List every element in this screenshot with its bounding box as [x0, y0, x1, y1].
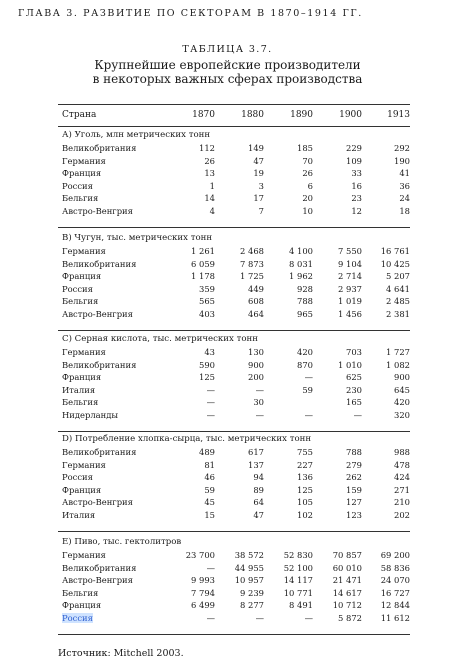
country-cell: Великобритания — [62, 143, 137, 153]
table-row — [58, 360, 410, 372]
country-cell: Великобритания — [62, 258, 137, 269]
country-cell: Франция — [62, 600, 102, 611]
value-1870: 489 — [199, 447, 215, 457]
country-cell: Германия — [62, 246, 106, 256]
country-cell: Германия — [62, 155, 106, 166]
value-1870: 1 261 — [191, 246, 215, 256]
value-1880: 617 — [248, 447, 264, 457]
value-1913: 478 — [394, 459, 410, 470]
value-1890: 8 491 — [289, 600, 313, 611]
country-cell: Бельгия — [62, 587, 99, 598]
value-1890: 26 — [302, 168, 313, 179]
country-cell: Франция — [62, 484, 102, 495]
value-1913: 190 — [394, 155, 410, 166]
value-1913: 41 — [399, 168, 410, 179]
value-1900: 279 — [346, 459, 362, 470]
header-1900: 1900 — [339, 110, 362, 120]
value-1890: 52 100 — [283, 562, 313, 573]
value-1900: 1 019 — [338, 296, 362, 307]
value-1900: 2 937 — [338, 283, 362, 294]
country-cell: Италия — [62, 510, 96, 520]
value-1890: 965 — [297, 309, 313, 319]
source-note: Источник: Mitchell 2003. — [58, 648, 184, 659]
header-1913: 1913 — [387, 110, 410, 120]
value-1890: 102 — [297, 510, 313, 520]
value-1890: — — [304, 372, 313, 383]
table-row — [58, 460, 410, 472]
value-1913: 292 — [394, 143, 410, 153]
value-1890: 70 — [302, 155, 313, 166]
value-1890: 420 — [297, 347, 313, 357]
value-1913: 320 — [394, 410, 410, 420]
value-1890: 52 830 — [283, 550, 313, 560]
section-rule — [58, 431, 410, 432]
value-1870: — — [206, 397, 215, 408]
table-row — [58, 613, 410, 625]
section-title: E) Пиво, тыс. гектолитров — [62, 537, 182, 547]
value-1900: 14 617 — [332, 587, 362, 598]
value-1870: 7 794 — [191, 587, 215, 598]
table-title — [0, 58, 455, 86]
value-1870: 6 499 — [191, 600, 215, 611]
value-1890: 10 — [302, 206, 313, 216]
table-row — [58, 485, 410, 497]
value-1890: — — [304, 410, 313, 420]
table-row — [58, 372, 410, 384]
value-1913: 900 — [394, 372, 410, 383]
section-title: D) Потребление хлопка-сырца, тыс. метрических тонн — [62, 434, 312, 444]
value-1880: 200 — [248, 372, 264, 383]
value-1890: 10 771 — [283, 587, 313, 598]
value-1900: 23 — [351, 193, 362, 204]
country-cell: Бельгия — [62, 296, 99, 307]
value-1900: 33 — [351, 168, 362, 179]
table-row — [58, 246, 410, 258]
value-1880: 149 — [248, 143, 264, 153]
value-1900: 60 010 — [332, 562, 362, 573]
value-1900: 9 104 — [338, 258, 362, 269]
table-row — [58, 296, 410, 308]
country-cell: Великобритания — [62, 562, 137, 573]
header-country: Страна — [62, 110, 97, 120]
header-1890: 1890 — [290, 110, 313, 120]
value-1880: 464 — [248, 309, 264, 319]
country-cell: Нидерланды — [62, 410, 119, 420]
value-1913: 24 070 — [380, 575, 410, 586]
value-1880: — — [255, 410, 264, 420]
table-row — [58, 497, 410, 509]
value-1900: 229 — [346, 143, 362, 153]
value-1913: 645 — [394, 384, 410, 395]
value-1880: 19 — [253, 168, 264, 179]
value-1900: 5 872 — [338, 613, 362, 623]
value-1890: 8 031 — [289, 258, 313, 269]
value-1870: 1 — [209, 180, 215, 191]
table-row — [58, 575, 410, 587]
value-1870: — — [206, 384, 215, 395]
value-1880: — — [255, 384, 264, 395]
country-cell: Россия — [62, 180, 93, 191]
value-1913: 202 — [394, 510, 410, 520]
value-1913: 424 — [394, 472, 410, 483]
table-row — [58, 206, 410, 218]
table-row — [58, 510, 410, 522]
value-1900: — — [353, 410, 362, 420]
table-row — [58, 181, 410, 193]
value-1913: 24 — [399, 193, 410, 204]
country-cell: Австро-Венгрия — [62, 575, 133, 586]
section-title: B) Чугун, тыс. метрических тонн — [62, 233, 213, 243]
value-1870: 13 — [204, 168, 215, 179]
value-1870: 46 — [204, 472, 215, 483]
value-1900: 123 — [346, 510, 362, 520]
value-1913: 16 761 — [380, 246, 410, 256]
value-1900: 625 — [346, 372, 362, 383]
value-1890: 20 — [302, 193, 313, 204]
value-1913: 12 844 — [380, 600, 410, 611]
country-cell: Россия — [62, 613, 93, 623]
table-header — [58, 110, 410, 124]
value-1913: 36 — [399, 180, 410, 191]
value-1900: 109 — [346, 155, 362, 166]
value-1880: 137 — [248, 459, 264, 470]
value-1880: 130 — [248, 347, 264, 357]
value-1913: 11 612 — [380, 613, 410, 623]
country-cell: Германия — [62, 550, 106, 560]
value-1870: 45 — [204, 497, 215, 508]
value-1900: 230 — [346, 384, 362, 395]
value-1870: — — [206, 410, 215, 420]
country-cell: Франция — [62, 168, 102, 179]
value-1900: 1 456 — [338, 309, 362, 319]
value-1870: 112 — [199, 143, 215, 153]
value-1880: 44 955 — [234, 562, 264, 573]
value-1880: 7 873 — [240, 258, 264, 269]
value-1870: 4 — [209, 206, 215, 216]
country-cell: Германия — [62, 347, 106, 357]
table-row — [58, 472, 410, 484]
value-1913: 10 425 — [380, 258, 410, 269]
value-1900: 12 — [351, 206, 362, 216]
value-1913: 210 — [394, 497, 410, 508]
value-1890: 4 100 — [289, 246, 313, 256]
table-row — [58, 447, 410, 459]
value-1880: 64 — [253, 497, 264, 508]
value-1880: 89 — [253, 484, 264, 495]
country-cell: Франция — [62, 271, 102, 282]
value-1913: 18 — [399, 206, 410, 216]
value-1890: 227 — [297, 459, 313, 470]
value-1900: 2 714 — [338, 271, 362, 282]
value-1870: 26 — [204, 155, 215, 166]
value-1870: 565 — [199, 296, 215, 307]
table-row — [58, 588, 410, 600]
value-1870: 403 — [199, 309, 215, 319]
value-1870: 1 178 — [191, 271, 215, 282]
value-1870: 125 — [199, 372, 215, 383]
value-1913: 2 381 — [386, 309, 410, 319]
country-cell: Россия — [62, 472, 93, 483]
country-cell: Австро-Венгрия — [62, 309, 133, 319]
top-rule — [58, 104, 410, 105]
value-1913: 4 641 — [386, 283, 410, 294]
country-cell: Франция — [62, 372, 102, 383]
table-row — [58, 284, 410, 296]
value-1900: 7 550 — [338, 246, 362, 256]
value-1880: 47 — [253, 155, 264, 166]
bottom-rule — [58, 634, 410, 635]
value-1900: 165 — [346, 397, 362, 408]
value-1870: 590 — [199, 359, 215, 370]
value-1890: 870 — [297, 359, 313, 370]
value-1913: 1 727 — [386, 347, 410, 357]
value-1913: 271 — [394, 484, 410, 495]
value-1870: 23 700 — [185, 550, 215, 560]
value-1880: 8 277 — [240, 600, 264, 611]
value-1900: 10 712 — [332, 600, 362, 611]
value-1890: 105 — [297, 497, 313, 508]
country-cell: Великобритания — [62, 359, 137, 370]
header-1880: 1880 — [241, 110, 264, 120]
country-cell: Германия — [62, 459, 106, 470]
country-cell: Великобритания — [62, 447, 137, 457]
value-1890: — — [304, 613, 313, 623]
value-1890: 6 — [307, 180, 313, 191]
value-1913: 1 082 — [386, 359, 410, 370]
value-1880: 2 468 — [240, 246, 264, 256]
section-rule — [58, 531, 410, 532]
table-row — [58, 410, 410, 422]
value-1890: 928 — [297, 283, 313, 294]
value-1880: 449 — [248, 283, 264, 294]
value-1870: 15 — [204, 510, 215, 520]
table-row — [58, 397, 410, 409]
value-1880: — — [255, 613, 264, 623]
section-rule — [58, 227, 410, 228]
value-1890: 1 962 — [289, 271, 313, 282]
table-row — [58, 193, 410, 205]
value-1880: 38 572 — [234, 550, 264, 560]
value-1913: 988 — [394, 447, 410, 457]
value-1900: 21 471 — [332, 575, 362, 586]
value-1913: 16 727 — [380, 587, 410, 598]
table-row — [58, 600, 410, 612]
table-row — [58, 563, 410, 575]
value-1913: 2 485 — [386, 296, 410, 307]
value-1870: 359 — [199, 283, 215, 294]
value-1900: 1 010 — [338, 359, 362, 370]
value-1880: 30 — [253, 397, 264, 408]
value-1880: 94 — [253, 472, 264, 483]
value-1913: 5 207 — [386, 271, 410, 282]
country-cell: Австро-Венгрия — [62, 206, 133, 216]
value-1890: 136 — [297, 472, 313, 483]
table-number: ТАБЛИЦА 3.7. — [182, 44, 273, 55]
value-1880: 10 957 — [234, 575, 264, 586]
header-1870: 1870 — [192, 110, 215, 120]
running-head: ГЛАВА 3. РАЗВИТИЕ ПО СЕКТОРАМ В 1870–1914 ГГ. — [18, 8, 363, 19]
value-1890: 14 117 — [283, 575, 313, 586]
value-1890: 59 — [302, 384, 313, 395]
value-1913: 69 200 — [380, 550, 410, 560]
section-rule — [58, 330, 410, 331]
value-1870: 9 993 — [191, 575, 215, 586]
country-cell: Бельгия — [62, 397, 99, 408]
header-rule — [58, 126, 410, 127]
table-title-line-1: Крупнейшие европейские производители — [94, 58, 361, 72]
table-row — [58, 550, 410, 562]
value-1880: 900 — [248, 359, 264, 370]
value-1880: 47 — [253, 510, 264, 520]
country-cell: Италия — [62, 384, 96, 395]
value-1870: 43 — [204, 347, 215, 357]
value-1870: — — [206, 613, 215, 623]
table-row — [58, 271, 410, 283]
value-1870: 14 — [204, 193, 215, 204]
value-1880: 17 — [253, 193, 264, 204]
value-1880: 608 — [248, 296, 264, 307]
value-1900: 788 — [346, 447, 362, 457]
value-1880: 9 239 — [240, 587, 264, 598]
value-1870: 59 — [204, 484, 215, 495]
country-cell: Австро-Венгрия — [62, 497, 133, 508]
section-title: C) Серная кислота, тыс. метрических тонн — [62, 334, 258, 344]
country-cell: Бельгия — [62, 193, 99, 204]
value-1900: 70 857 — [332, 550, 362, 560]
section-title: А) Уголь, млн метрических тонн — [62, 130, 211, 140]
value-1900: 16 — [351, 180, 362, 191]
value-1900: 159 — [346, 484, 362, 495]
table-row — [58, 347, 410, 359]
value-1880: 3 — [258, 180, 264, 191]
value-1870: 81 — [204, 459, 215, 470]
table-row — [58, 385, 410, 397]
value-1900: 703 — [346, 347, 362, 357]
table-row — [58, 259, 410, 271]
value-1870: — — [206, 562, 215, 573]
table-title-line-2: в некоторых важных сферах производства — [92, 72, 363, 86]
value-1890: 125 — [297, 484, 313, 495]
value-1870: 6 059 — [191, 258, 215, 269]
value-1890: 755 — [297, 447, 313, 457]
value-1890: 788 — [297, 296, 313, 307]
value-1913: 420 — [394, 397, 410, 408]
table-row — [58, 156, 410, 168]
value-1913: 58 836 — [380, 562, 410, 573]
country-cell: Россия — [62, 283, 93, 294]
table-row — [58, 168, 410, 180]
value-1880: 1 725 — [240, 271, 264, 282]
value-1900: 127 — [346, 497, 362, 508]
value-1890: 185 — [297, 143, 313, 153]
table-row — [58, 309, 410, 321]
value-1880: 7 — [258, 206, 264, 216]
table-row — [58, 143, 410, 155]
value-1900: 262 — [346, 472, 362, 483]
